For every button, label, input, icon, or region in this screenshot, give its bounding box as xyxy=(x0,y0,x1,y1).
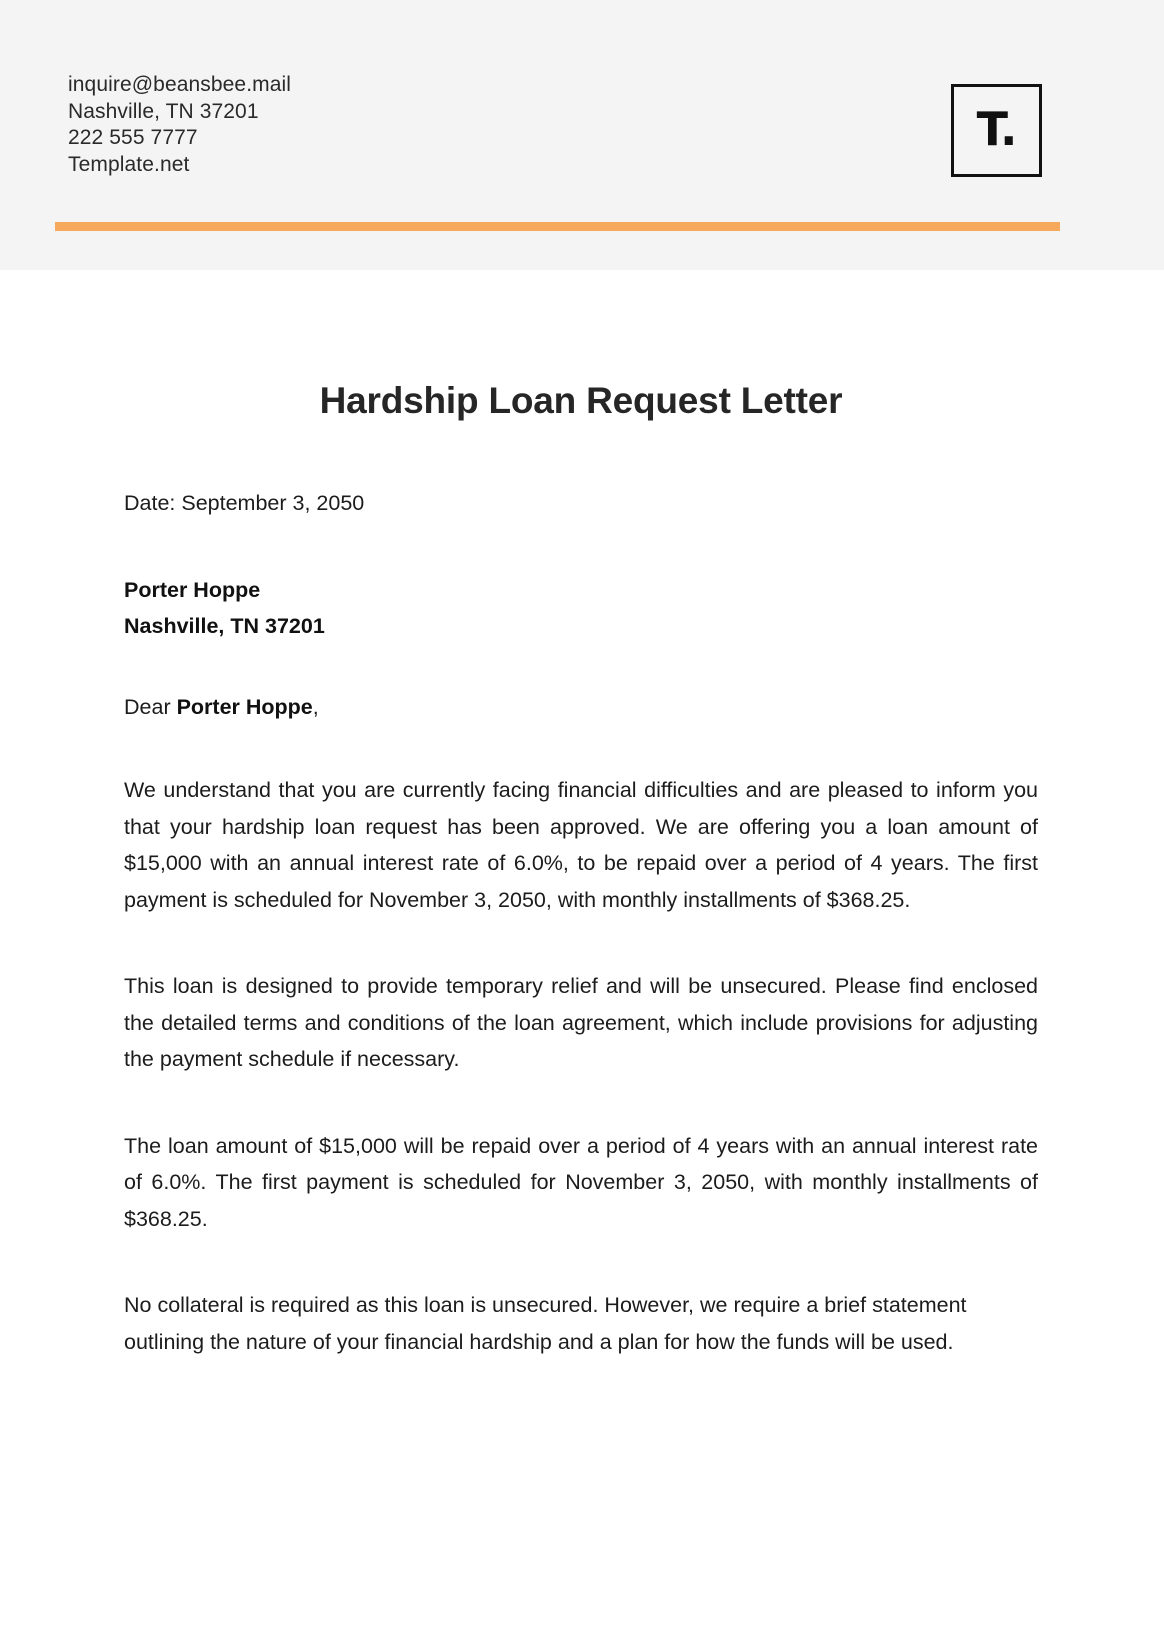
sender-phone: 222 555 7777 xyxy=(68,126,198,149)
salutation xyxy=(124,644,1038,722)
salutation-suffix: , xyxy=(312,695,319,719)
letter-date: Date: September 3, 2050 xyxy=(124,491,365,515)
salutation-prefix: Dear xyxy=(124,695,177,719)
letterhead-header xyxy=(0,0,1164,270)
letter-body xyxy=(0,270,1164,1360)
brand-logo xyxy=(951,84,1042,177)
salutation-name: Porter Hoppe xyxy=(176,695,313,719)
body-paragraph-4: No collateral is required as this loan is unsecured. However, we require a brief statement outlining the nature of your financial hardship and a plan for how the funds will be used. xyxy=(124,1293,967,1354)
logo-monogram-icon: T. xyxy=(976,101,1017,156)
body-paragraph-1: We understand that you are currently facing financial difficulties and are pleased to inform you that your hardship loan request has been approved. We are offering you a loan amount of $15,000 with an annual interest rate of 6.0%, to be repaid over a period of 4 years. The first payment is scheduled for November 3, 2050, with monthly installments of $368.25. xyxy=(124,778,1038,912)
page-title: Hardship Loan Request Letter xyxy=(319,380,843,421)
sender-address: Nashville, TN 37201 xyxy=(68,99,259,123)
sender-email: inquire@beansbee.mail xyxy=(68,73,292,96)
sender-contact-block xyxy=(68,72,291,178)
sender-website: Template.net xyxy=(68,152,190,176)
accent-divider xyxy=(55,222,1060,231)
body-paragraph-3: The loan amount of $15,000 will be repaid over a period of 4 years with an annual interest rate of 6.0%. The first payment is scheduled for November 3, 2050, with monthly installments of $368.25. xyxy=(124,1133,1038,1231)
recipient-address: Nashville, TN 37201 xyxy=(124,614,325,638)
body-paragraph-2: This loan is designed to provide temporary relief and will be unsecured. Please find enclosed the detailed terms and conditions of the loan agreement, which include provisions for adjusting the payment schedule if necessary. xyxy=(124,974,1038,1071)
recipient-name: Porter Hoppe xyxy=(124,578,261,602)
recipient-block xyxy=(124,518,1038,644)
